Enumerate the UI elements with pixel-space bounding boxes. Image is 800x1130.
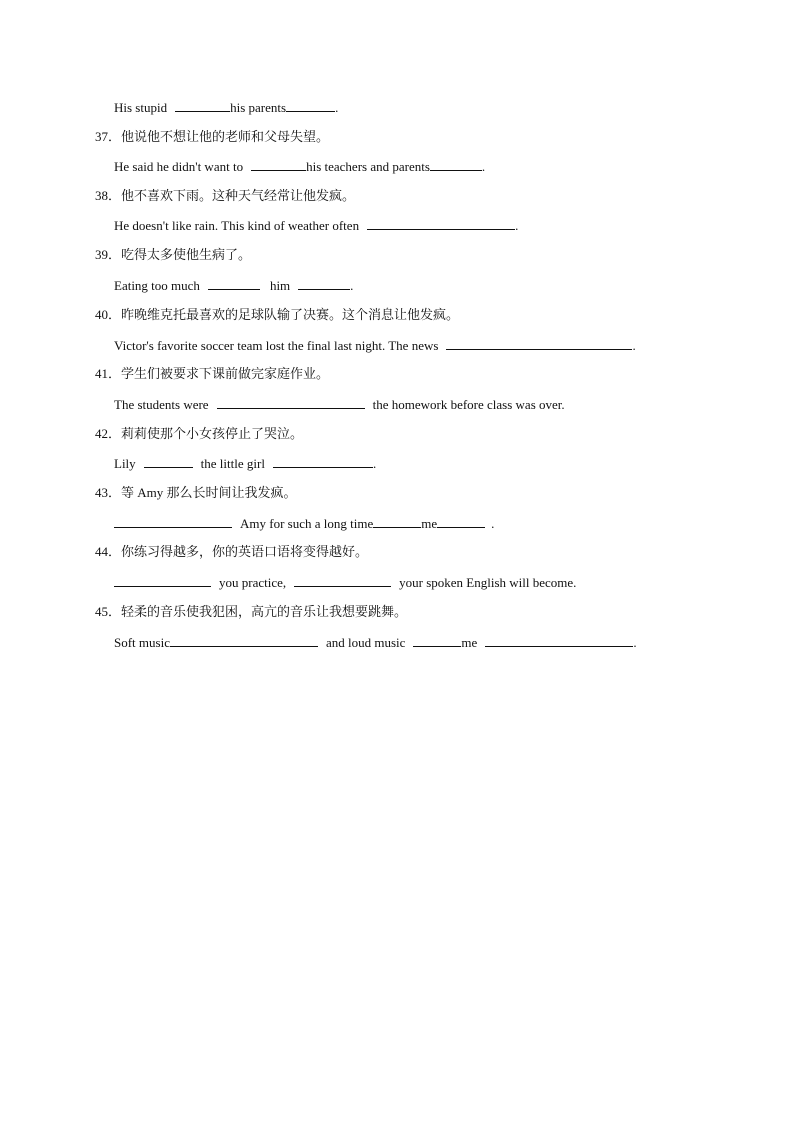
answer-blank[interactable] bbox=[446, 337, 632, 350]
question-number: 40． bbox=[95, 307, 122, 322]
question-43 bbox=[95, 485, 297, 501]
answer-line-43 bbox=[114, 515, 494, 532]
answer-text: The students were bbox=[114, 397, 209, 412]
answer-text: the little girl bbox=[200, 456, 265, 471]
question-prompt: 莉莉使那个小女孩停止了哭泣。 bbox=[121, 426, 304, 441]
answer-text: His stupid bbox=[114, 100, 168, 115]
answer-text: and loud music bbox=[325, 635, 406, 650]
question-37 bbox=[95, 129, 329, 145]
answer-text: . bbox=[350, 278, 354, 293]
answer-text: him bbox=[269, 278, 291, 293]
answer-blank[interactable] bbox=[298, 277, 350, 290]
answer-text: your spoken English will become. bbox=[399, 575, 577, 590]
answer-blank[interactable] bbox=[294, 574, 391, 587]
answer-blank[interactable] bbox=[114, 574, 211, 587]
answer-blank[interactable] bbox=[437, 515, 485, 528]
question-number: 41． bbox=[95, 366, 122, 381]
answer-blank[interactable] bbox=[485, 634, 633, 647]
answer-text: Victor's favorite soccer team lost the final last night. The news bbox=[114, 338, 439, 353]
answer-text: his parents bbox=[230, 100, 287, 115]
question-prompt: 吃得太多使他生病了。 bbox=[121, 247, 252, 262]
question-prompt: 等 Amy 那么长时间让我发疯。 bbox=[121, 485, 297, 500]
answer-text: Eating too much bbox=[114, 278, 200, 293]
answer-blank[interactable] bbox=[217, 396, 365, 409]
answer-line-42 bbox=[114, 455, 376, 472]
question-number: 45． bbox=[95, 604, 122, 619]
answer-text: his teachers and parents bbox=[306, 159, 430, 174]
answer-text: the homework before class was over. bbox=[372, 397, 565, 412]
answer-text: . bbox=[372, 456, 377, 471]
question-38 bbox=[95, 188, 355, 204]
answer-text: Lily bbox=[114, 456, 136, 471]
answer-line-39 bbox=[114, 277, 353, 294]
answer-blank[interactable] bbox=[114, 515, 232, 528]
answer-blank[interactable] bbox=[175, 99, 230, 112]
answer-blank[interactable] bbox=[373, 515, 421, 528]
question-prompt: 轻柔的音乐使我犯困，高亢的音乐让我想要跳舞。 bbox=[121, 604, 408, 619]
answer-line-37 bbox=[114, 158, 485, 175]
answer-line-41 bbox=[114, 396, 565, 413]
question-number: 39． bbox=[95, 247, 122, 262]
answer-text: He said he didn't want to bbox=[114, 159, 244, 174]
answer-blank[interactable] bbox=[286, 99, 335, 112]
answer-text: Soft music bbox=[114, 635, 170, 650]
question-39 bbox=[95, 247, 251, 263]
answer-blank[interactable] bbox=[430, 158, 482, 171]
question-45 bbox=[95, 604, 407, 620]
answer-blank[interactable] bbox=[251, 158, 306, 171]
answer-blank[interactable] bbox=[208, 277, 260, 290]
question-prompt: 昨晚维克托最喜欢的足球队输了决赛。这个消息让他发疯。 bbox=[121, 307, 460, 322]
answer-line-44 bbox=[114, 574, 576, 591]
answer-text: me bbox=[421, 516, 438, 531]
answer-text: . bbox=[633, 635, 637, 650]
answer-blank[interactable] bbox=[273, 455, 373, 468]
answer-line-36 bbox=[114, 99, 338, 116]
question-prompt: 你练习得越多，你的英语口语将变得越好。 bbox=[121, 544, 369, 559]
question-number: 42． bbox=[95, 426, 122, 441]
answer-text: . bbox=[481, 159, 486, 174]
question-number: 44． bbox=[95, 544, 122, 559]
question-40 bbox=[95, 307, 459, 323]
question-42 bbox=[95, 426, 303, 442]
answer-line-40 bbox=[114, 337, 636, 354]
question-prompt: 他说他不想让他的老师和父母失望。 bbox=[121, 129, 330, 144]
answer-text: you practice, bbox=[219, 575, 287, 590]
question-41 bbox=[95, 366, 329, 382]
answer-blank[interactable] bbox=[144, 455, 193, 468]
answer-blank[interactable] bbox=[413, 634, 461, 647]
answer-text: He doesn't like rain. This kind of weather often bbox=[114, 218, 360, 233]
question-prompt: 学生们被要求下课前做完家庭作业。 bbox=[121, 366, 330, 381]
answer-blank[interactable] bbox=[367, 217, 515, 230]
answer-text: me bbox=[461, 635, 478, 650]
answer-text: . bbox=[491, 516, 495, 531]
answer-line-45 bbox=[114, 634, 637, 651]
question-number: 43． bbox=[95, 485, 122, 500]
question-number: 37． bbox=[95, 129, 122, 144]
question-prompt: 他不喜欢下雨。这种天气经常让他发疯。 bbox=[121, 188, 356, 203]
question-44 bbox=[95, 544, 368, 560]
answer-text: Amy for such a long time bbox=[240, 516, 374, 531]
answer-text: . bbox=[335, 100, 339, 115]
answer-blank[interactable] bbox=[170, 634, 318, 647]
answer-text: . bbox=[632, 338, 636, 353]
answer-line-38 bbox=[114, 217, 518, 234]
answer-text: . bbox=[515, 218, 519, 233]
question-number: 38． bbox=[95, 188, 122, 203]
